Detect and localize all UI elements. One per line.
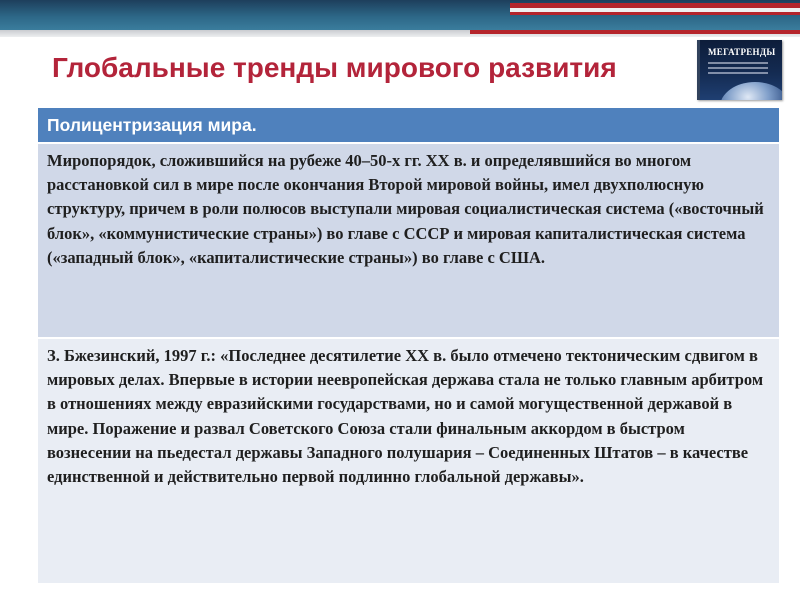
- banner-red-stripe-lower: [510, 12, 800, 15]
- content-table: [38, 108, 779, 583]
- table-header: [38, 108, 779, 144]
- banner-red-accent: [470, 30, 800, 34]
- table-row-bipolar-world: Миропорядок, сложившийся на рубеже 40–50-х гг. XX в. и определявшийся во многом расстановкой сил в мире после окончания Второй мировой войны, имел двухполюсную структуру, причем в роли полюсов выступали мировая социалистическая система («восточный блок», «коммунистические страны») во главе с СССР и мировая капиталистическая система («западный блок», «капиталистические страны») во главе с США.: [38, 144, 779, 339]
- table-header-text: Полицентризация мира.: [47, 115, 257, 135]
- book-cover-title: МЕГАТРЕНДЫ: [708, 47, 776, 57]
- slide-title: Глобальные тренды мирового развития: [52, 52, 617, 83]
- globe-icon: [720, 82, 782, 100]
- book-cover-image: [697, 40, 782, 100]
- table-row-brzezinski-quote: З. Бжезинский, 1997 г.: «Последнее десятилетие XX в. было отмечено тектоническим сдвигом в мировых делах. Впервые в истории неевропейская держава стала не только главным арбитром в отношениях между евразийскими государствами, но и самой могущественной державой в мире. Поражение и развал Советского Союза стали финальным аккордом в быстром вознесении на пьедестал державы Западного полушария – Соединенных Штатов – в качестве единственной и действительно первой подлинно глобальной державы».: [38, 339, 779, 583]
- book-cover-subtitle-lines: [708, 62, 768, 77]
